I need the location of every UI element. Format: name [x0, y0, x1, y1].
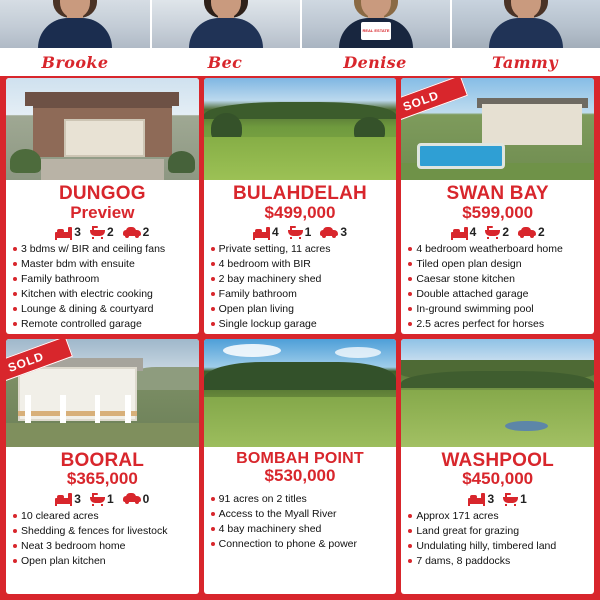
list-item: Master bdm with ensuite — [12, 257, 193, 272]
list-item: Access to the Myall River — [210, 507, 391, 522]
list-item: 91 acres on 2 titles — [210, 492, 391, 507]
feature-value: 2 — [502, 225, 509, 240]
property-image-washpool — [401, 339, 594, 447]
feature-value: 3 — [74, 225, 81, 240]
listing-suburb: BOMBAH POINT — [236, 449, 364, 467]
listing-suburb: SWAN BAY — [446, 182, 549, 204]
feature-bathrooms — [485, 225, 509, 239]
list-item: Caesar stone kitchen — [407, 272, 588, 287]
agent-photo-1 — [0, 0, 150, 48]
listing-details — [6, 447, 199, 595]
status-badge: SOLD — [6, 339, 73, 388]
property-image-dungog — [6, 78, 199, 180]
list-item: 4 bedroom weatherboard home — [407, 242, 588, 257]
list-item: Open plan living — [210, 302, 391, 317]
listing-photo — [401, 339, 594, 447]
feature-bedrooms — [55, 225, 81, 239]
listing-details — [6, 180, 199, 334]
feature-bathrooms — [90, 492, 114, 506]
feature-value: 3 — [487, 491, 495, 506]
list-item: 2 bay machinery shed — [210, 272, 391, 287]
bath-icon — [90, 226, 105, 238]
feature-bathrooms — [503, 492, 527, 506]
listing-photo — [6, 78, 199, 180]
car-icon — [123, 227, 141, 238]
feature-value: 4 — [469, 225, 477, 240]
agent-photo-3 — [300, 0, 450, 48]
listing-photo — [204, 78, 397, 180]
list-item: Connection to phone & power — [210, 537, 391, 552]
listing-suburb: BULAHDELAH — [233, 182, 367, 204]
listing-suburb: WASHPOOL — [441, 449, 554, 471]
listing-bullets — [210, 242, 391, 331]
bath-icon — [503, 493, 518, 505]
agents-photo-strip — [0, 0, 600, 48]
listing-price: $599,000 — [462, 202, 534, 222]
feature-bedrooms — [253, 225, 279, 239]
car-icon — [320, 227, 338, 238]
list-item: Neat 3 bedroom home — [12, 539, 193, 554]
list-item: Double attached garage — [407, 287, 588, 302]
listing-details — [401, 180, 594, 334]
listing-bullets — [407, 509, 588, 569]
list-item: Family bathroom — [12, 272, 193, 287]
listing-card-swan-bay[interactable] — [401, 78, 594, 334]
list-item: Tiled open plan design — [407, 257, 588, 272]
listing-details — [401, 447, 594, 595]
agency-logo-badge: REAL ESTATE — [361, 22, 391, 40]
property-image-bombah-point — [204, 339, 397, 447]
status-badge: SOLD — [401, 78, 468, 127]
feature-value: 3 — [74, 491, 81, 506]
feature-bathrooms — [288, 225, 312, 239]
bed-icon — [253, 227, 270, 238]
feature-value: 2 — [106, 225, 114, 240]
listing-photo — [204, 339, 397, 447]
listings-grid — [6, 78, 594, 594]
feature-bedrooms — [468, 492, 494, 506]
list-item: In-ground swimming pool — [407, 302, 588, 317]
listing-features — [407, 225, 588, 239]
listing-card-bombah-point[interactable] — [204, 339, 397, 595]
listing-price: $499,000 — [264, 202, 336, 222]
agent-names-band — [0, 48, 600, 76]
bed-icon — [451, 227, 468, 238]
list-item: Kitchen with electric cooking — [12, 287, 193, 302]
list-item: 4 bay machinery shed — [210, 522, 391, 537]
list-item: 10 cleared acres — [12, 509, 193, 524]
agent-name-brooke: Brooke — [41, 52, 109, 72]
property-image-bulahdelah — [204, 78, 397, 180]
feature-value: 2 — [538, 225, 545, 240]
agent-name-denise: Denise — [343, 52, 407, 72]
list-item: Shedding & fences for livestock — [12, 524, 193, 539]
list-item: Remote controlled garage — [12, 317, 193, 332]
listing-photo — [401, 78, 594, 180]
car-icon — [518, 227, 536, 238]
list-item: Approx 171 acres — [407, 509, 588, 524]
list-item: 2.5 acres perfect for horses — [407, 317, 588, 332]
feature-value: 1 — [520, 491, 527, 506]
listing-price: $530,000 — [264, 466, 336, 486]
feature-car-spaces — [123, 225, 150, 239]
listing-bullets — [407, 242, 588, 331]
listing-features — [12, 492, 193, 506]
listing-price: Preview — [70, 202, 135, 222]
listing-features — [12, 225, 193, 239]
list-item: Undulating hilly, timbered land — [407, 539, 588, 554]
listing-details — [204, 180, 397, 334]
bed-icon — [55, 493, 72, 504]
list-item: 7 dams, 8 paddocks — [407, 554, 588, 569]
feature-value: 2 — [142, 225, 150, 240]
car-icon — [123, 493, 141, 504]
feature-value: 0 — [142, 491, 150, 506]
list-item: Open plan kitchen — [12, 554, 193, 569]
feature-value: 4 — [271, 225, 279, 240]
feature-car-spaces — [320, 225, 347, 239]
listing-bullets — [12, 242, 193, 331]
list-item: Private setting, 11 acres — [210, 242, 391, 257]
list-item: Family bathroom — [210, 287, 391, 302]
listing-suburb: BOORAL — [60, 449, 145, 471]
listing-features — [407, 492, 588, 506]
bed-icon — [468, 493, 485, 504]
listing-card-dungog[interactable] — [6, 78, 199, 334]
agent-photo-2 — [150, 0, 300, 48]
feature-value: 3 — [340, 225, 348, 240]
list-item: 3 bdms w/ BIR and ceiling fans — [12, 242, 193, 257]
listing-suburb: DUNGOG — [58, 182, 146, 204]
listing-card-washpool[interactable] — [401, 339, 594, 595]
listing-bullets — [12, 509, 193, 569]
listing-features — [210, 225, 391, 239]
bath-icon — [90, 493, 105, 505]
listing-price: $450,000 — [462, 469, 534, 489]
agent-photo-4 — [450, 0, 600, 48]
listing-price: $365,000 — [66, 469, 138, 489]
listing-card-bulahdelah[interactable] — [204, 78, 397, 334]
listing-photo — [6, 339, 199, 447]
feature-car-spaces — [123, 492, 150, 506]
listing-bullets — [210, 492, 391, 552]
feature-value: 1 — [304, 225, 312, 240]
bath-icon — [485, 226, 500, 238]
list-item: 4 bedroom with BIR — [210, 257, 391, 272]
list-item: Land great for grazing — [407, 524, 588, 539]
agent-name-tammy: Tammy — [492, 52, 558, 72]
feature-bathrooms — [90, 225, 114, 239]
list-item: Lounge & dining & courtyard — [12, 302, 193, 317]
bath-icon — [288, 226, 303, 238]
feature-bedrooms — [451, 225, 477, 239]
list-item: Single lockup garage — [210, 317, 391, 332]
feature-car-spaces — [518, 225, 545, 239]
agent-name-bec: Bec — [207, 52, 243, 72]
listing-card-booral[interactable] — [6, 339, 199, 595]
feature-value: 1 — [106, 491, 114, 506]
bed-icon — [55, 227, 72, 238]
listing-details — [204, 447, 397, 595]
feature-bedrooms — [55, 492, 81, 506]
